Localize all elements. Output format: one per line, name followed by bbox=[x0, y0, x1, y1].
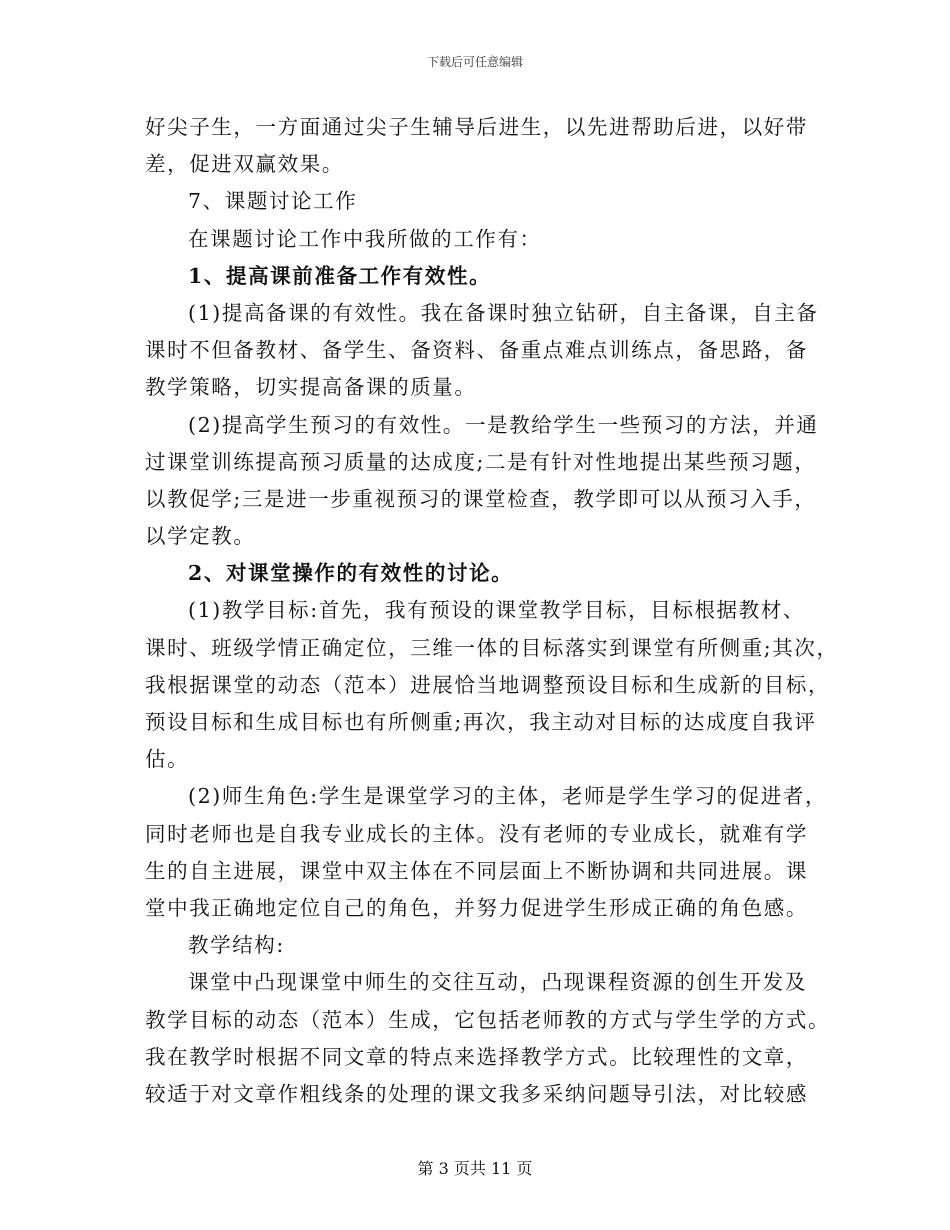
text-line: 堂中我正确地定位自己的角色，并努力促进学生形成正确的角色感。 bbox=[145, 895, 808, 920]
text-line: 好尖子生，一方面通过尖子生辅导后进生，以先进帮助后进，以好带 bbox=[145, 115, 808, 139]
text-line: 课堂中凸现课堂中师生的交往互动，凸现课程资源的创生开发及 bbox=[188, 970, 807, 995]
document-body bbox=[145, 109, 839, 1113]
text-line: 以教促学;三是进一步重视预习的课堂检查，教学即可以从预习入手， bbox=[145, 486, 817, 511]
text-line: 我根据课堂的动态（范本）进展恰当地调整预设目标和生成新的目标， bbox=[145, 672, 831, 697]
section-heading: 2、对课堂操作的有效性的讨论。 bbox=[188, 561, 514, 586]
text-line: (2)师生角色:学生是课堂学习的主体，老师是学生学习的促进者， bbox=[188, 784, 828, 809]
text-line: 预设目标和生成目标也有所侧重;再次，我主动对目标的达成度自我评 bbox=[145, 710, 817, 734]
text-line: 7、课题讨论工作 bbox=[188, 189, 358, 214]
text-line: 同时老师也是自我专业成长的主体。没有老师的专业成长，就难有学 bbox=[145, 821, 808, 846]
text-line: 教学目标的动态（范本）生成，它包括老师教的方式与学生学的方式。 bbox=[145, 1007, 831, 1032]
page-number: 第 3 页共 11 页 bbox=[417, 1159, 533, 1178]
text-line: 差，促进双赢效果。 bbox=[145, 152, 344, 177]
text-line: 教学结构: bbox=[188, 933, 285, 958]
text-line: 生的自主进展，课堂中双主体在不同层面上不断协调和共同进展。课 bbox=[145, 858, 808, 883]
text-line: 过课堂训练提高预习质量的达成度;二是有针对性地提出某些预习题， bbox=[145, 449, 817, 474]
text-line: 课时不但备教材、备学生、备资料、备重点难点训练点，备思路，备 bbox=[145, 338, 808, 363]
text-line: 我在教学时根据不同文章的特点来选择教学方式。比较理性的文章， bbox=[145, 1044, 808, 1069]
page-header: 下载后可任意编辑 bbox=[426, 55, 523, 69]
section-heading: 1、提高课前准备工作有效性。 bbox=[188, 263, 492, 288]
text-line: (1)教学目标:首先，我有预设的课堂教学目标，目标根据教材、 bbox=[188, 598, 805, 623]
text-line: 较适于对文章作粗线条的处理的课文我多采纳问题导引法，对比较感 bbox=[145, 1081, 808, 1106]
text-line: (2)提高学生预习的有效性。一是教给学生一些预习的方法，并通 bbox=[188, 412, 819, 437]
text-line: (1)提高备课的有效性。我在备课时独立钻研，自主备课，自主备 bbox=[188, 300, 819, 325]
text-line: 在课题讨论工作中我所做的工作有： bbox=[188, 226, 542, 251]
text-line: 估。 bbox=[145, 747, 190, 772]
text-line: 教学策略，切实提高备课的质量。 bbox=[145, 375, 477, 400]
text-line: 以学定教。 bbox=[145, 524, 256, 549]
text-line: 课时、班级学情正确定位，三维一体的目标落实到课堂有所侧重;其次， bbox=[145, 635, 839, 660]
